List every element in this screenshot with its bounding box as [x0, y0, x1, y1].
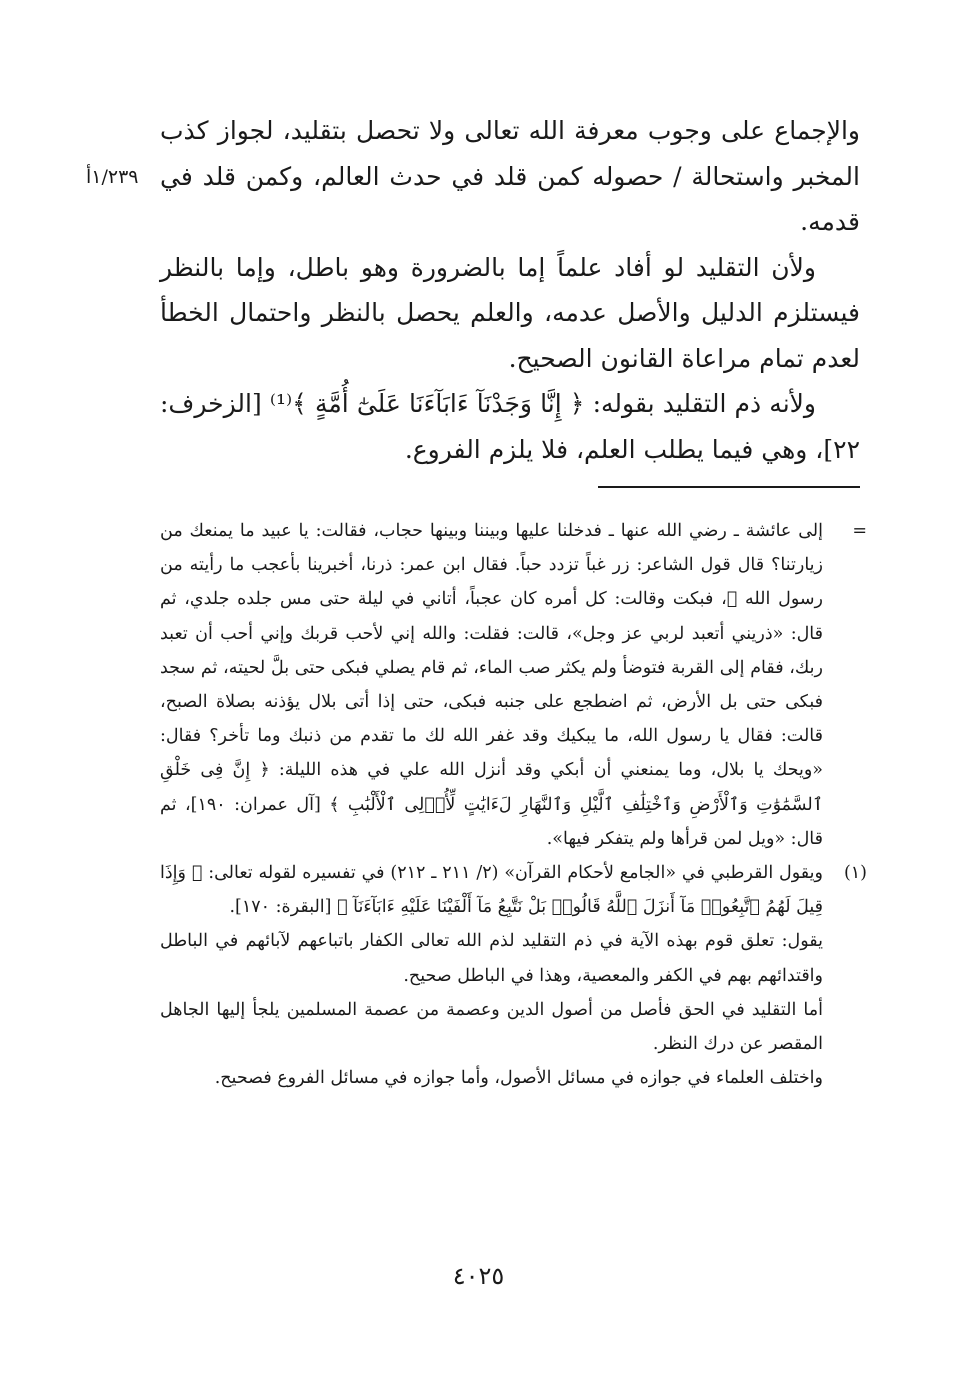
footnote-line: إلى عائشة ـ رضي الله عنها ـ فدخلنا عليها وبيننا وبينها حجاب، فقالت: يا عبيد — [261, 521, 823, 541]
footnote-continuation-marker: = — [852, 521, 867, 541]
footnote-line: ﴿ وَإِذَا قِيلَ لَهُمُ ٱتَّبِعُوا۟ مَآ أَنزَلَ ٱللَّهُ قَالُوا۟ بَلْ نَتَّبِعُ مَآ أَلْفَيْنَا عَلَيْهِ ءَابَآءَنَآ ﴾ [البقرة: ١٧٠]. — [160, 863, 823, 918]
footnote-line: واقتدائهم بهم في الكفر والمعصية، وهذا في الباطل صحيح. — [403, 965, 823, 986]
folio-margin-note: ١/٢٣٩أ — [86, 166, 139, 188]
footnote-line: ما يبكيك وقد غفر الله لك ما تقدم من ذنبك وما تأخر؟ فقال: «ويحك يا بلال، — [160, 726, 823, 781]
footnote-line: الماء، ثم قام يصلي فبكى حتى بلَّ لحيته، ثم سجد فبكى حتى بل الأرض، ثم اضطجع — [160, 657, 823, 713]
body-line: والإجماع على وجوب معرفة الله تعالى ولا تحصل بتقليد، لجواز كذب — [160, 116, 860, 145]
body-paragraph-2 — [160, 245, 860, 382]
body-line: ولأن التقليد لو أفاد علماً إما بالضرورة وهو باطل، وإما بالنظر — [160, 252, 816, 282]
footnotes — [160, 514, 867, 1095]
body-line: ٢٢]، وهي فيما يطلب العلم، فلا يلزم الفروع. — [404, 434, 860, 464]
footnote-line: وَٱخْتِلَٰفِ ٱلَّيْلِ وَٱلنَّهَارِ لَءَايَٰتٍ لِّأُو۟لِى ٱلْأَلْبَٰبِ ﴾ [آل عمران: ١٩٠]، ثم قال: «ويل لمن — [160, 794, 823, 849]
footnote-line: في ليلة حتى مس جلده جلدي، ثم قال: «ذريني أتعبد لربي عز وجل»، قالت: فقلت: — [160, 589, 823, 644]
main-text — [160, 108, 860, 472]
footnote-line: أما التقليد في الحق فأصل من أصول الدين وعصمة من عصمة المسلمين يلجأ إليها — [216, 999, 823, 1020]
footnote-line: والله إني لأحب قربك وإني أحب أن تعبد ربك، فقام إلى القربة فتوضأ ولم يكثر صب — [160, 623, 823, 678]
footnote-separator — [598, 486, 860, 488]
footnote-1 — [160, 856, 867, 1095]
footnote-line: أخبرينا بأعجب ما رأيته من رسول الله ﷺ، فبكت وقالت: كل أمره كان عجباً، أتاني — [160, 555, 823, 610]
body-line: فيستلزم الدليل والأصل عدمه، والعلم يحصل بالنظر واحتمال الخطأ لعدم — [160, 298, 860, 373]
footnote-number: (١) — [843, 863, 867, 884]
footnote-line: على جنبه فبكى، حتى إذا أتى بلال يؤذنه بصلاة الصبح، قالت: فقال يا رسول الله، — [160, 692, 823, 747]
page-number: ٤٠٢٥ — [452, 1262, 505, 1290]
footnote-continued — [160, 514, 867, 856]
footnote-line: وما يمنعني أن أبكي وقد أنزل الله علي في هذه الليلة: ﴿ إِنَّ فِى خَلْقِ ٱلسَّمَٰوَٰتِ وَٱلْأَرْضِ — [160, 760, 823, 815]
body-line: المخبر واستحالة / حصوله كمن قلد في حدث العالم، وكمن قلد في قدمه. — [160, 161, 860, 236]
footnote-line: قرأها ولم يتفكر فيها». — [546, 828, 708, 849]
body-paragraph-3 — [160, 381, 860, 472]
footnote-line: ما يمنعك من زيارتنا؟ قال قول الشاعر: زر غباً تزدد حباً. فقال ابن عمر: ذرنا، — [160, 521, 823, 576]
body-line: تمام مراعاة القانون الصحيح. — [508, 343, 804, 373]
body-line: ولأنه ذم التقليد بقوله: ﴿ إِنَّا وَجَدْنَآ ءَابَآءَنَا عَلَىٰٓ أُمَّةٍ ﴾⁽¹⁾ [الزخرف: — [160, 389, 816, 418]
footnote-line: واختلف العلماء في جوازه في مسائل الأصول، وأما جوازه في مسائل الفروع فصحيح. — [214, 1068, 823, 1089]
footnote-line: الجاهل المقصر عن درك النظر. — [160, 999, 823, 1055]
footnote-continued-text — [160, 514, 823, 856]
body-paragraph-1 — [160, 108, 860, 245]
footnote-line: ويقول القرطبي في «الجامع لأحكام القرآن» (٢/ ٢١١ ـ ٢١٢) في تفسيره لقوله تعالى: — [208, 863, 823, 884]
footnote-line: يقول: تعلق قوم بهذه الآية في ذم التقليد لذم الله تعالى الكفار باتباعهم لآبائهم في الباطل — [160, 931, 823, 952]
footnote-1-text — [160, 856, 823, 1095]
